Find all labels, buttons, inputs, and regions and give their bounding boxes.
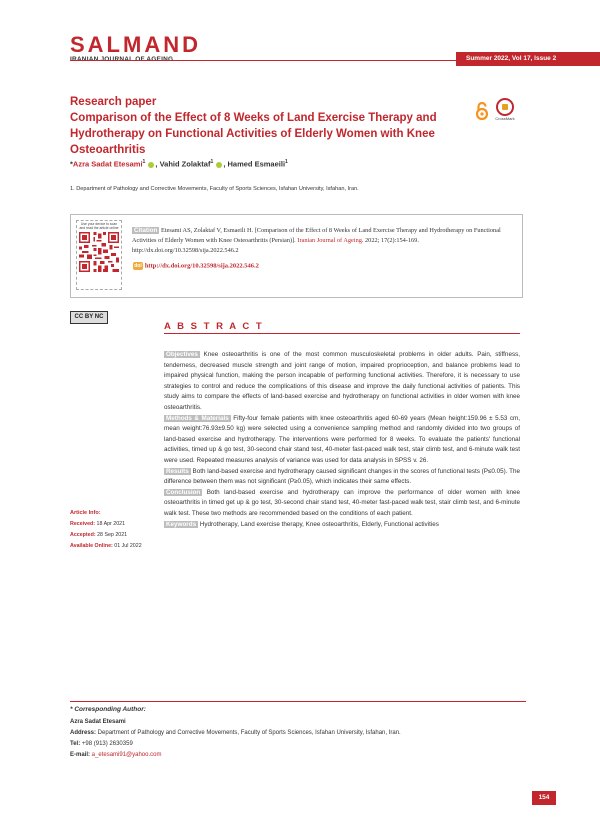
section-label: Objectives — [166, 351, 198, 358]
doi-row — [133, 262, 259, 270]
orcid-icon[interactable] — [148, 162, 154, 168]
open-access-icon — [475, 101, 489, 121]
section-label: Results — [166, 467, 189, 475]
author-name: Vahid Zolaktaf — [159, 159, 211, 169]
paper-type: Research paper — [70, 96, 157, 108]
email-link[interactable]: a_etesami91@yahoo.com — [90, 752, 162, 758]
crossmark-label: CrossMark — [495, 116, 515, 121]
cc-license-badge[interactable]: CC BY NC — [70, 311, 108, 324]
article-info-heading: Article Info: — [70, 510, 101, 516]
abstract-results: Results Both land-based exercise and hydrotherapy caused significant changes in the scores of functional tests (P≤0.05). The difference between them was not significant (P≥0.05), which indicates their same effects. — [164, 467, 520, 486]
citation-text — [132, 226, 518, 256]
crossmark-icon — [496, 98, 514, 116]
qr-code-icon[interactable] — [79, 232, 119, 272]
abstract-heading: A B S T R A C T — [164, 321, 264, 332]
received-date: Received: 18 Apr 2021 — [70, 521, 126, 527]
qr-caption: Use your device to scan and read the article online — [79, 222, 119, 230]
abstract-divider — [164, 333, 520, 334]
page-number: 154 — [538, 794, 550, 801]
author-name: Hamed Esmaeili — [227, 159, 286, 169]
citation-body: Etesami AS, Zolaktaf V, Esmaeili H. [Comparison of the Effect of 8 Weeks of Land Exercise Therapy and Hydrotherapy on Functional Activities of Elderly Women with Knee Osteoarthritis (Persian)]. — [132, 227, 501, 244]
citation-label: Citation — [134, 227, 158, 234]
online-date: Available Online: 01 Jul 2022 — [70, 543, 142, 549]
corresponding-address: Address: Department of Pathology and Corrective Movements, Faculty of Sports Sciences, Isfahan University, Isfahan, Iran. — [70, 730, 401, 736]
section-label: Keywords — [166, 520, 197, 528]
header-divider — [70, 60, 460, 61]
affiliation-ref: 1 — [210, 159, 214, 165]
corresponding-email: E-mail: a_etesami91@yahoo.com — [70, 752, 162, 758]
author-separator: , — [155, 159, 160, 169]
abstract-objectives: Objectives Knee osteoarthritis is one of the most common musculoskeletal problems in older adults. Pain, stiffness, tenderness, decreased muscle strength and joint range of motion, impaired proprioception, and balance problems lead to impaired physical function, making the person incapable of performing functional activities. Therefore, it is necessary to use strategies to control and reduce the complications of this disease and improve the daily functional activities of patients. This study aims to compare the effects of land-based exercise and hydrotherapy on functional activities in older women with knee osteoarthritis. — [164, 351, 520, 411]
citation-body-end: . 2022; 17(2):154-169. http://dx.doi.org/10.32598/sija.2022.546.2 — [132, 237, 419, 254]
affiliation-ref: 1 — [285, 159, 288, 165]
author-list: *Azra Sadat Etesami$^1$ , Vahid Zolaktaf$^1$ , Hamed Esmaeili$^1$ — [70, 159, 288, 169]
article-title: Comparison of the Effect of 8 Weeks of Land Exercise Therapy and Hydrotherapy on Functional Activities of Elderly Women with Knee Osteoarthritis — [70, 112, 437, 156]
issue-label: Summer 2022, Vol 17, Issue 2 — [466, 55, 557, 62]
affiliation-ref: 1 — [142, 159, 146, 165]
abstract-keywords: Keywords Hydrotherapy, Land exercise therapy, Knee osteoarthritis, Elderly, Functional activities — [166, 520, 439, 528]
section-label: Conclusion — [166, 488, 201, 496]
orcid-icon[interactable] — [216, 162, 222, 168]
abstract-methods: Methods & Materials Fifty-four female patients with knee osteoarthritis aged 60-69 years (Mean height:159.96 ± 5.53 cm, mean weight:76.93±9.50 kg) were selected using a convenience sampling method and randomly divided into two groups of land-based exercise and hydrotherapy. The interventions were performed for 8 weeks. To evaluate the patients' functional activities, timed up & go test, 30-second chair stand test, 40-meter fast-paced walk test, stair climb test, and 6-minute walk test were used. Repeated measures analysis of variance was used for data analysis in SPSS v. 26. — [164, 414, 520, 464]
footer-divider — [70, 701, 526, 702]
doi-icon: doi — [134, 263, 142, 269]
author-separator: , — [223, 159, 228, 169]
doi-link[interactable]: http://dx.doi.org/10.32598/sija.2022.546.2 — [144, 262, 259, 270]
journal-brand: SALMAND — [70, 32, 201, 57]
abstract-conclusion: Conclusion Both land-based exercise and hydrotherapy can improve the performance of older women with knee osteoarthritis in timed get up & go test, 30-second chair stand test, 40-meter fast-paced walk test, stair climb test, and 6-minute walk test. These two methods are recommended based on the conditions of each patient. — [164, 488, 520, 517]
section-label: Methods & Materials — [166, 414, 229, 422]
corresponding-name: Azra Sadat Etesami — [70, 719, 126, 725]
corresponding-tel: Tel: +98 (913) 2630359 — [70, 741, 133, 747]
corresponding-heading: * Corresponding Author: — [70, 706, 146, 713]
journal-link[interactable]: Iranian Journal of Ageing — [297, 237, 362, 244]
crossmark-badge[interactable] — [494, 98, 516, 124]
author-name[interactable]: Azra Sadat Etesami — [72, 159, 143, 169]
affiliation: 1. Department of Pathology and Corrective Movements, Faculty of Sports Sciences, Isfahan University, Isfahan, Iran. — [70, 186, 359, 192]
accepted-date: Accepted: 28 Sep 2021 — [70, 532, 128, 538]
abstract-body — [164, 350, 520, 530]
